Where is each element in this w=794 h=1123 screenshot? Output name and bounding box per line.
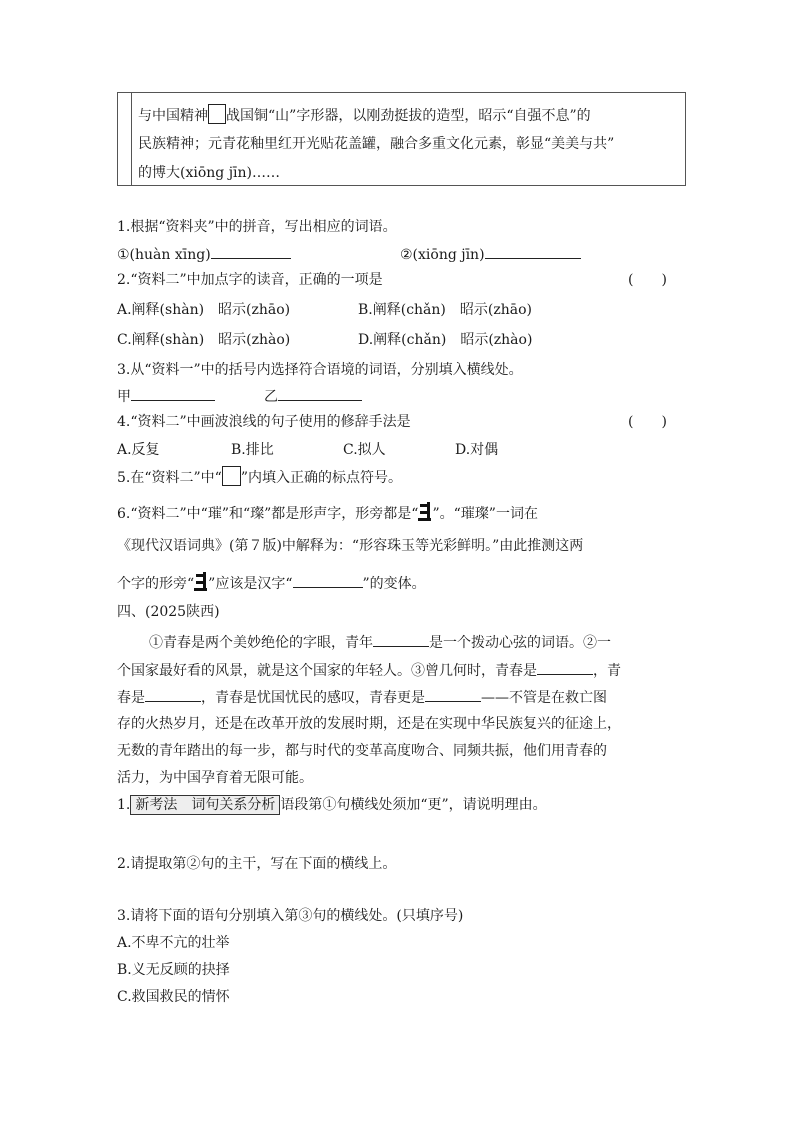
sq1-line — [117, 795, 547, 815]
sec4-p2b: ，青 — [593, 663, 621, 679]
sec4-para-line-1 — [149, 632, 611, 653]
q3-yi-blank[interactable] — [278, 386, 362, 401]
sec4-para-line-2 — [117, 660, 621, 681]
sec4-p1b: 是一个拨动心弦的词语。②一 — [429, 635, 611, 651]
q6-blank[interactable] — [293, 573, 363, 588]
sec4-para-line-4: 存的火热岁月，还是在改革开放的发展时期，还是在实现中华民族复兴的征途上， — [117, 716, 621, 732]
q5-pre: 5.在“资料二”中“ — [117, 470, 222, 486]
q6-line-3a: 个字的形旁“ — [117, 576, 195, 592]
sec4-blank-2[interactable] — [537, 660, 593, 675]
q1-b-label: ②(xiōng jīn) — [400, 247, 485, 263]
q4-answer-paren[interactable]: ( ) — [628, 414, 667, 430]
box-line-1b: 战国铜“山”字形器，以刚劲挺拔的造型，昭示“自强不息”的 — [226, 108, 591, 124]
sq2-text: 2.请提取第②句的主干，写在下面的横线上。 — [117, 856, 397, 872]
sec4-para-line-6: 活力，为中国孕育着无限可能。 — [117, 770, 313, 786]
q1-text: 1.根据“资料夹”中的拼音，写出相应的词语。 — [117, 219, 397, 235]
q3-jia — [117, 386, 215, 407]
q6-line-3c: ”的变体。 — [362, 576, 426, 592]
sec4-blank-3[interactable] — [145, 687, 201, 702]
sq3-opt-a: A.不卑不亢的壮举 — [117, 935, 230, 951]
q5-box[interactable] — [222, 466, 241, 486]
q3-yi-label: 乙 — [264, 389, 278, 405]
q4-text: 4.“资料二”中画波浪线的句子使用的修辞手法是 — [117, 414, 411, 430]
sec4-p3a: 春是 — [117, 690, 145, 706]
sec4-para-line-3 — [117, 687, 607, 708]
q4-opt-a: A.反复 — [117, 442, 160, 458]
q3-jia-blank[interactable] — [131, 386, 215, 401]
q1-b — [400, 244, 581, 265]
sq3-opt-c: C.救国救民的情怀 — [117, 989, 230, 1005]
sq1-text: 语段第①句横线处须加“更”，请说明理由。 — [280, 797, 547, 813]
q2-answer-paren[interactable]: ( ) — [628, 272, 667, 288]
section-4-heading: 四、(2025陕西) — [117, 604, 220, 620]
sq3-opt-b: B.义无反顾的抉择 — [117, 962, 230, 978]
jade-radical-icon — [194, 572, 208, 592]
q3-text: 3.从“资料一”中的括号内选择符合语境的词语，分别填入横线处。 — [117, 362, 523, 378]
q5-post: ”内填入正确的标点符号。 — [240, 470, 403, 486]
sec4-blank-4[interactable] — [425, 687, 481, 702]
box-line-1 — [138, 104, 591, 126]
q4-opt-c: C.拟人 — [343, 442, 386, 458]
jade-radical-icon — [418, 502, 432, 522]
q1-b-blank[interactable] — [485, 244, 581, 259]
q2-opt-b: B.阐释(chǎn) 昭示(zhāo) — [358, 302, 532, 318]
q4-opt-b: B.排比 — [231, 442, 274, 458]
q6-line-1a: 6.“资料二”中“璀”和“璨”都是形声字，形旁都是“ — [117, 506, 419, 522]
q2-text: 2.“资料二”中加点字的读音，正确的一项是 — [117, 272, 383, 288]
q1-a — [117, 244, 291, 265]
sec4-p2: 个国家最好看的风景，就是这个国家的年轻人。③曾几何时，青春是 — [117, 663, 537, 679]
box-line-1a: 与中国精神 — [138, 108, 208, 124]
q6-line-1b: ”。“璀璨”一词在 — [432, 506, 538, 522]
sec4-p1a: ①青春是两个美妙绝伦的字眼，青年 — [149, 635, 373, 651]
box-line-3: 的博大(xiōng jīn)…… — [138, 165, 280, 181]
q5-line — [117, 466, 402, 488]
q1-a-blank[interactable] — [211, 244, 291, 259]
q2-opt-a: A.阐释(shàn) 昭示(zhāo) — [117, 302, 291, 318]
q3-yi — [264, 386, 362, 407]
q6-line-3 — [117, 572, 426, 594]
q2-opt-c: C.阐释(shàn) 昭示(zhào) — [117, 332, 291, 348]
sq1-num: 1. — [117, 797, 131, 813]
punctuation-box[interactable] — [208, 104, 226, 124]
q3-jia-label: 甲 — [117, 389, 131, 405]
sec4-blank-1[interactable] — [373, 632, 429, 647]
q2-opt-d: D.阐释(chǎn) 昭示(zhào) — [358, 332, 533, 348]
q6-line-3b: ”应该是汉字“ — [208, 576, 293, 592]
sec4-p3c: ——不管是在救亡图 — [481, 690, 607, 706]
sq3-text: 3.请将下面的语句分别填入第③句的横线处。(只填序号) — [117, 908, 464, 924]
q4-opt-d: D.对偶 — [455, 442, 499, 458]
q1-a-label: ①(huàn xīng) — [117, 247, 211, 263]
box-line-2: 民族精神；元青花釉里红开光贴花盖罐，融合多重文化元素，彰显“美美与共” — [138, 136, 615, 152]
sec4-para-line-5: 无数的青年踏出的每一步，都与时代的变革高度吻合、同频共振，他们用青春的 — [117, 743, 607, 759]
q6-line-1 — [117, 502, 538, 524]
q6-line-2: 《现代汉语词典》(第７版)中解释为：“形容珠玉等光彩鲜明。”由此推测这两 — [117, 538, 584, 554]
box-margin-strip — [131, 93, 132, 185]
new-exam-tag: 新考法 词句关系分析 — [130, 795, 280, 815]
sec4-p3b: ，青春是忧国忧民的感叹，青春更是 — [201, 690, 425, 706]
